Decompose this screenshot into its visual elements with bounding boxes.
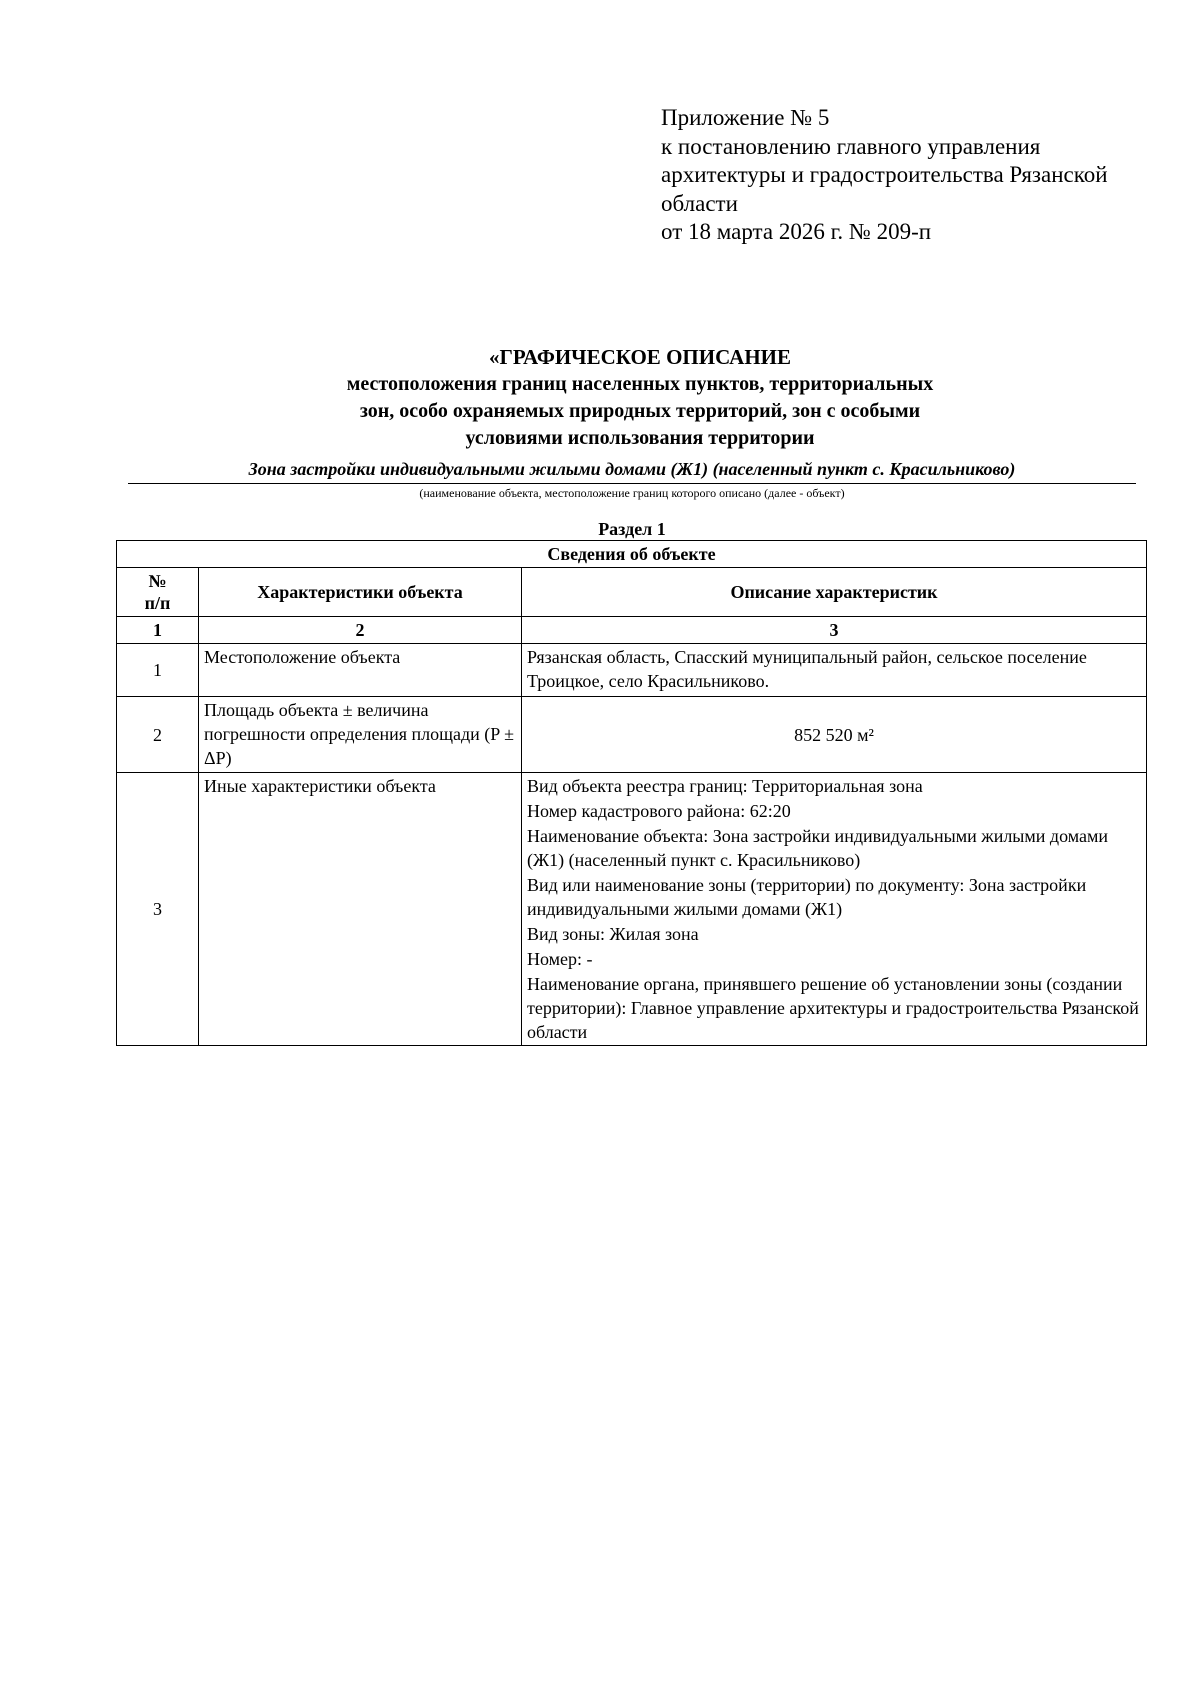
description-line: Наименование органа, принявшего решение об установлении зоны (создании территории): Главное управление архитектуры и градостроительства Рязанской области [527,974,1139,1042]
row-description [522,644,1147,697]
row-characteristic: Площадь объекта ± величина погрешности определения площади (P ± ΔP) [199,697,522,773]
table-row [117,773,1147,1046]
heading-title: «ГРАФИЧЕСКОЕ ОПИСАНИЕ [488,345,792,369]
row-number: 1 [117,644,199,697]
row-characteristic: Местоположение объекта [199,644,522,697]
column-index: 3 [522,617,1147,644]
description-line: Рязанская область, Спасский муниципальный район, сельское поселение Троицкое, село Красильниково. [527,647,1087,691]
appendix-line: области [661,190,738,216]
table-caption-row [117,541,1147,568]
description-line: Вид зоны: Жилая зона [527,924,699,944]
appendix-block [661,104,1161,247]
object-name: Зона застройки индивидуальными жилыми домами (Ж1) (населенный пункт с. Красильниково) [128,457,1136,484]
document-heading [120,344,1160,452]
appendix-line: архитектуры и градостроительства Рязанской [661,162,1108,187]
heading-line: местоположения границ населенных пунктов, территориальных [346,373,934,395]
table-header-row [117,568,1147,617]
table-row [117,697,1147,773]
column-index: 1 [117,617,199,644]
appendix-line: к постановлению главного управления [661,133,1041,159]
heading-line: условиями использования территории [465,427,815,449]
description-line: Номер кадастрового района: 62:20 [527,801,791,821]
row-description [522,697,1147,773]
appendix-line: от 18 марта 2026 г. № 209-п [661,219,932,244]
object-name-caption: (наименование объекта, местоположение границ которого описано (далее - объект) [419,486,845,500]
header-number: № п/п [117,568,199,617]
description-line: Вид или наименование зоны (территории) по документу: Зона застройки индивидуальными жилыми домами (Ж1) [527,875,1087,919]
header-description: Описание характеристик [522,568,1147,617]
column-index-row [117,617,1147,644]
heading-line: зон, особо охраняемых природных территорий, зон с особыми [359,400,921,422]
row-number: 2 [117,697,199,773]
column-index: 2 [199,617,522,644]
section-title: Раздел 1 [598,519,666,539]
table-caption: Сведения об объекте [117,541,1147,568]
appendix-line: Приложение № 5 [661,105,830,130]
object-info-table [116,540,1147,1046]
row-description [522,773,1147,1046]
area-value: 852 520 м² [794,724,874,745]
description-line: Вид объекта реестра границ: Территориальная зона [527,776,923,796]
description-line: Наименование объекта: Зона застройки индивидуальными жилыми домами (Ж1) (населенный пункт с. Красильниково) [527,826,1109,870]
row-characteristic: Иные характеристики объекта [199,773,522,1046]
table-row [117,644,1147,697]
description-line: Номер: - [527,949,593,969]
header-characteristic: Характеристики объекта [199,568,522,617]
row-number: 3 [117,773,199,1046]
